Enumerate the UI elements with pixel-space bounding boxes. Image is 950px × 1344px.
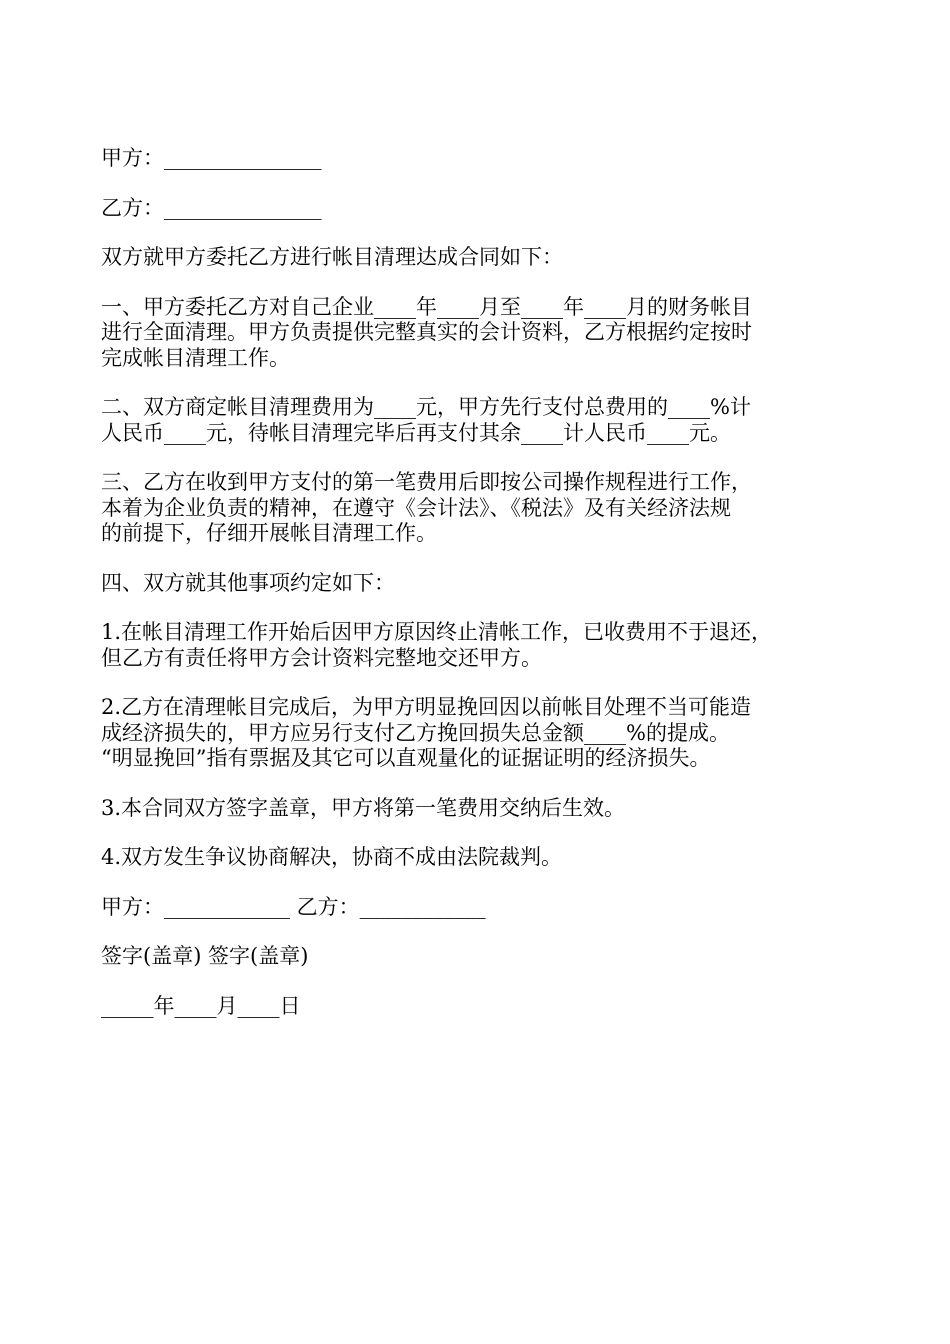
clause-1: 一、甲方委托乙方对自己企业____年____月至____年____月的财务帐目 进行全面清理。甲方负责提供完整真实的会计资料，乙方根据约定按时 完成帐目清理工作。	[101, 294, 752, 370]
party-a-line: 甲方：_______________	[101, 146, 322, 170]
item-3: 3.本合同双方签字盖章，甲方将第一笔费用交纳后生效。	[101, 795, 626, 820]
date-line: _____年____月____日	[101, 993, 301, 1018]
item-2: 2.乙方在清理帐目完成后，为甲方明显挽回因以前帐目处理不当可能造 成经济损失的，甲方应另行支付乙方挽回损失总金额____%的提成。 “明显挽回”指有票据及其它可以直观量化的证据证明的经济损失。	[101, 695, 752, 770]
item-4: 4.双方发生争议协商解决，协商不成由法院裁判。	[101, 845, 563, 869]
clause-4: 四、双方就其他事项约定如下：	[101, 570, 395, 595]
contract-body	[101, 146, 861, 1019]
item-1: 1.在帐目清理工作开始后因甲方原因终止清帐工作，已收费用不于退还， 但乙方有责任将甲方会计资料完整地交还甲方。	[101, 620, 773, 670]
signature-parties-line: 甲方：____________ 乙方：____________	[101, 894, 486, 919]
clause-3: 三、乙方在收到甲方支付的第一笔费用后即按公司操作规程进行工作， 本着为企业负责的精神，在遵守《会计法》、《税法》及有关经济法规 的前提下，仔细开展帐目清理工作。	[101, 470, 752, 545]
clause-2: 二、双方商定帐目清理费用为____元，甲方先行支付总费用的____%计 人民币____元，待帐目清理完毕后再支付其余____计人民币____元。	[101, 395, 751, 445]
intro-paragraph: 双方就甲方委托乙方进行帐目清理达成合同如下：	[101, 245, 563, 269]
signature-seal-line: 签字(盖章) 签字(盖章)	[101, 944, 309, 968]
party-b-line: 乙方：_______________	[101, 195, 322, 220]
